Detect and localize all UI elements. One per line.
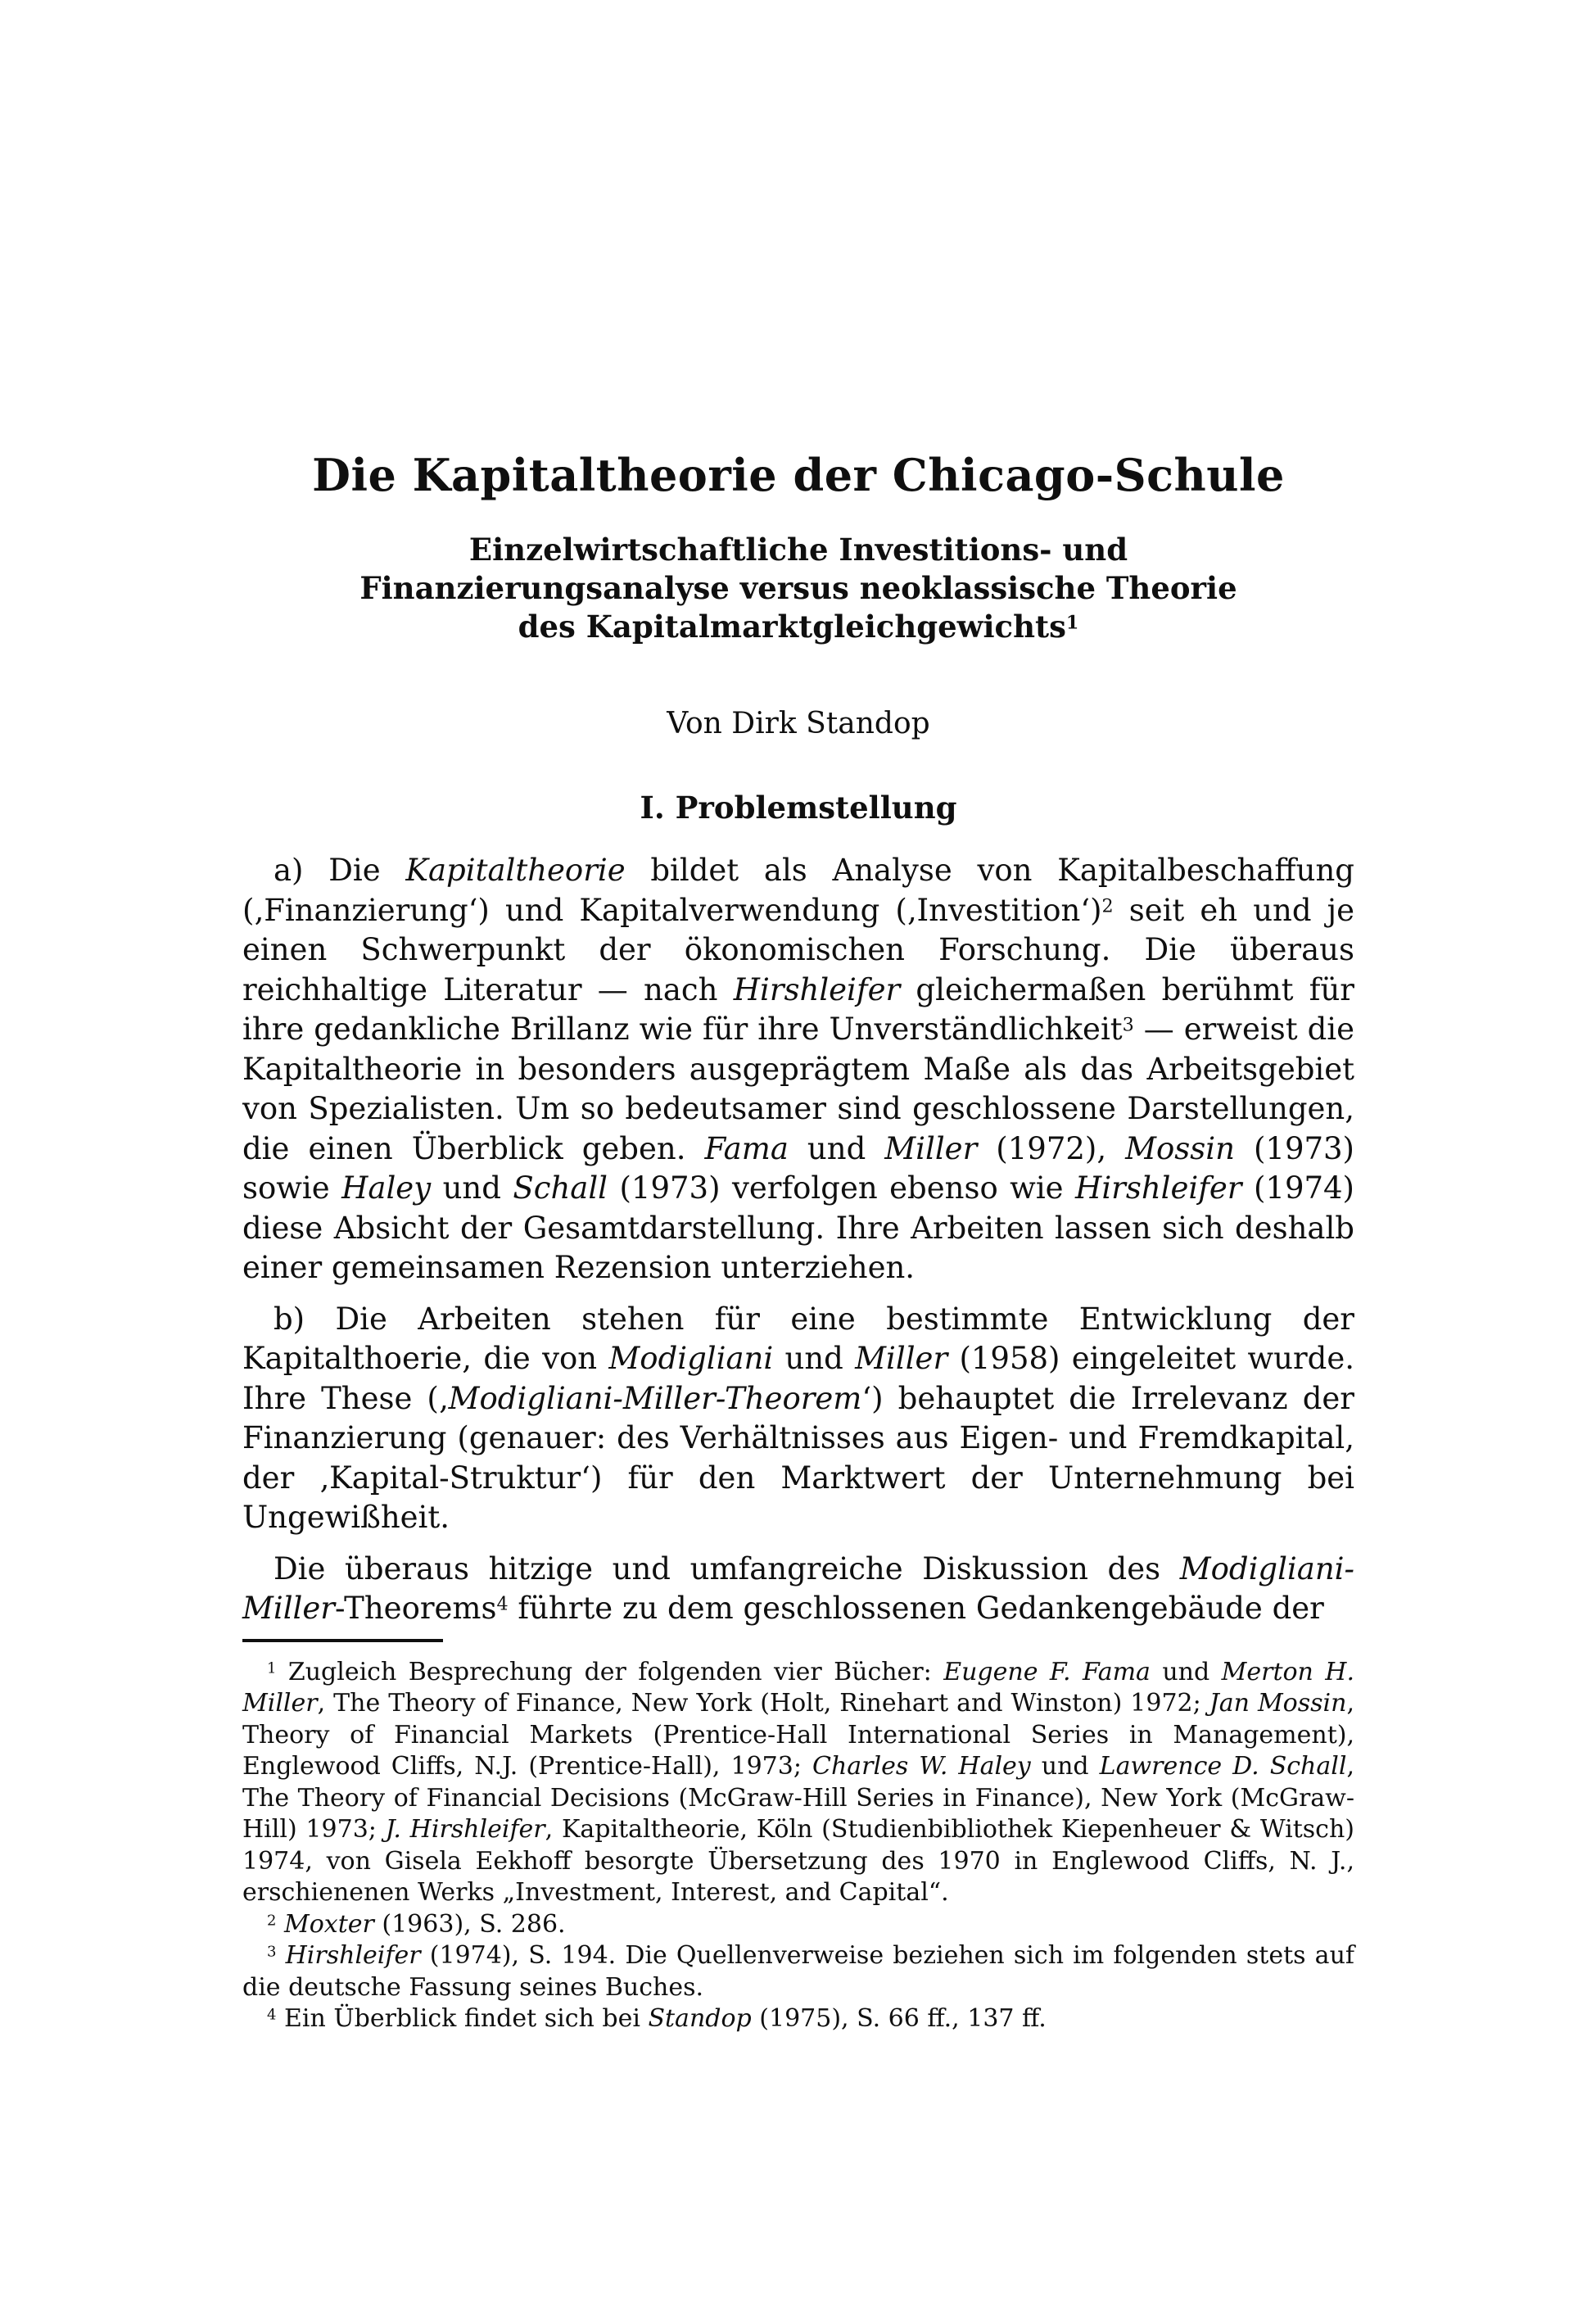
section-heading: I. Problemstellung [640,790,957,826]
subtitle-line-2: Finanzierungsanalyse versus neoklassische Theorie [359,570,1237,606]
footnote-2: $^2$ Moxter (1963), S. 286. [267,1909,566,1939]
footnote-separator-rule [242,1639,443,1642]
footnote-1: $^1$ Zugleich Besprechung der folgenden vier Bücher: Eugene F. Fama und Merton H. Miller, The Theory of Finance, New York (Holt, Rinehart and Winston) 1972; Jan Mossin, Theory of Financial Markets (Prentice-Hall International Series in Management), Englewood Cliffs, N.J. (Prentice-Hall), 1973; Charles W. Haley und Lawrence D. Schall, The Theory of Financial Decisions (McGraw-Hill Series in Finance), New York (McGraw-Hill) 1973; J. Hirshleifer, Kapitaltheorie, Köln (Studienbibliothek Kiepenheuer & Witsch) 1974, von Gisela Eekhoff besorgte Übersetzung des 1970 in Englewood Cliffs, N. J., erschienenen Werks „Investment, Interest, and Capital“. [242,1657,1355,1907]
article-body [242,851,1354,1629]
footnote-3: $^3$ Hirshleifer (1974), S. 194. Die Quellenverweise beziehen sich im folgenden stets auf die deutsche Fassung seines Buches. [242,1941,1354,2002]
text-block [242,449,1354,2035]
body-paragraph-c: Die überaus hitzige und umfangreiche Diskussion des Modigliani-Miller-Theorems$^4$ führte zu dem geschlossenen Gedankengebäude der [242,1550,1354,1626]
article-title: Die Kapitaltheorie der Chicago-Schule [312,449,1285,501]
footnote-4: $^4$ Ein Überblick findet sich bei Standop (1975), S. 66 ff., 137 ff. [267,2004,1047,2033]
author-line: Von Dirk Standop [667,707,930,740]
article-subtitle [242,531,1354,646]
footnotes-block [242,1657,1354,2035]
subtitle-line-1: Einzelwirtschaftliche Investitions- und [468,532,1128,568]
body-paragraph-a: a) Die Kapitaltheorie bildet als Analyse von Kapitalbeschaffung (‚Finanzierung‘) und Kapitalverwendung (‚Investition‘)$^2$ seit eh und je einen Schwerpunkt der ökonomischen Forschung. Die überaus reichhaltige Literatur — nach Hirshleifer gleichermaßen berühmt für ihre gedankliche Brillanz wie für ihre Unverständlichkeit$^3$ — erweist die Kapitaltheorie in besonders ausgeprägtem Maße als das Arbeitsgebiet von Spezialisten. Um so bedeutsamer sind geschlossene Darstellungen, die einen Überblick geben. Fama und Miller (1972), Mossin (1973) sowie Haley und Schall (1973) verfolgen ebenso wie Hirshleifer (1974) diese Absicht der Gesamtdarstellung. Ihre Arbeiten lassen sich deshalb einer gemeinsamen Rezension unterziehen. [242,853,1354,1285]
body-paragraph-b: b) Die Arbeiten stehen für eine bestimmte Entwicklung der Kapitalthoerie, die von Modigliani und Miller (1958) eingeleitet wurde. Ihre These (‚Modigliani-Miller-Theorem‘) behauptet die Irrelevanz der Finanzierung (genauer: des Verhältnisses aus Eigen- und Fremdkapital, der ‚Kapital-Struktur‘) für den Marktwert der Unternehmung bei Ungewißheit. [242,1301,1354,1535]
subtitle-line-3: des Kapitalmarktgleichgewichts$^1$ [518,609,1079,645]
